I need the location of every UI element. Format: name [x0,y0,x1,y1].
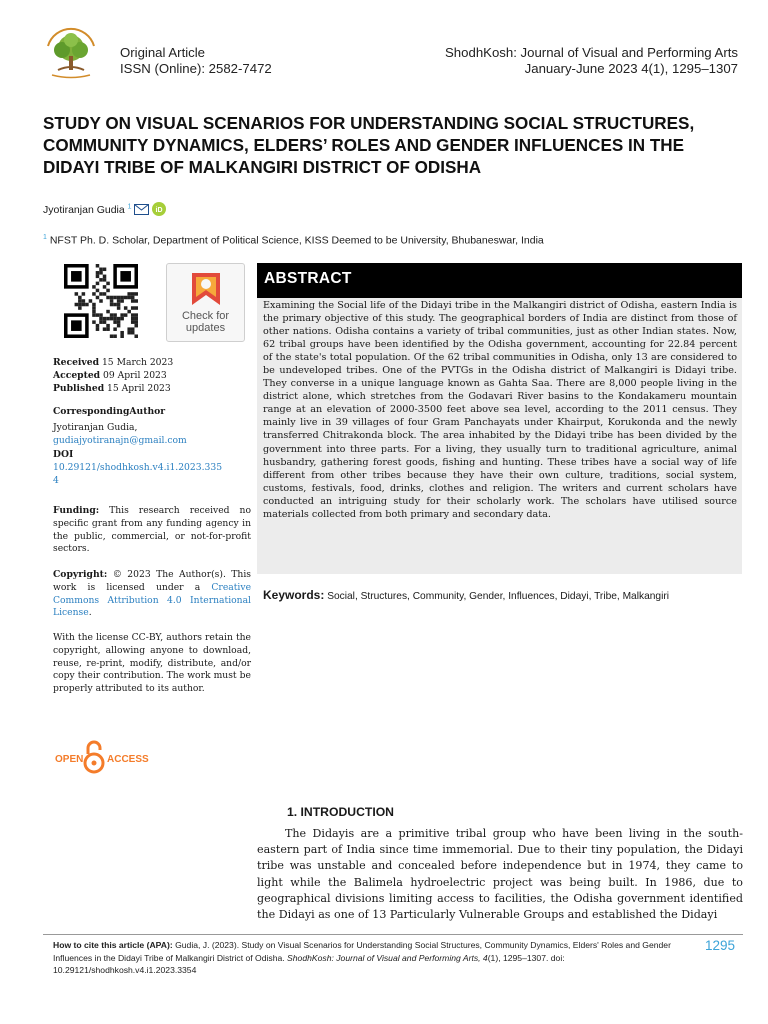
corresponding-name: Jyotiranjan Gudia, [53,421,138,433]
license-note: With the license CC-BY, authors retain the copyright, allowing anyone to download, reuse, re-print, modify, distribute, and/or copy their contribution. The work must be properly attributed to its author. [53,632,251,695]
open-access-logo [55,740,165,776]
affiliation-text: NFST Ph. D. Scholar, Department of Political Science, KISS Deemed to be University, Bhubaneswar, India [49,234,544,247]
keywords-text: Social, Structures, Community, Gender, Influences, Didayi, Tribe, Malkangiri [327,591,669,602]
corresponding-email[interactable]: gudiajyotiranajn@gmail.com [53,434,187,446]
updates-label: updates [185,322,226,334]
received-date: 15 March 2023 [101,357,174,368]
introduction-body [257,826,743,923]
open-access-lock-icon [83,740,105,774]
access-label: ACCESS [107,754,149,765]
header-left [120,45,272,77]
check-label: Check for [181,310,230,322]
abstract-heading: ABSTRACT [264,270,352,287]
header-right [445,45,738,77]
published-label: Published [53,382,105,394]
journal-issue: January-June 2023 4(1), 1295–1307 [524,61,738,76]
published-date: 15 April 2023 [107,382,171,394]
affiliation-sup: 1 [43,234,47,241]
citation-text: Gudia, J. (2023). Study on Visual Scenarios for Understanding Social Structures, Community Dynamics, Elders' Roles and Gender Influences in the Didayi Tribe of Malkangiri District of Odisha. [53,940,671,963]
keywords-label: Keywords: [263,588,325,602]
affiliation [43,234,544,247]
title-line: COMMUNITY DYNAMICS, ELDERS’ ROLES AND GENDER INFLUENCES IN THE [43,136,685,155]
keywords [263,588,693,604]
license-link[interactable]: Creative Commons Attribution 4.0 International License [53,581,252,619]
abstract-heading-bar [257,263,742,298]
introduction-paragraph: The Didayis are a primitive tribal group who have been living in the south-eastern part of India since time immemorial. Due to their tiny population, the Didayi tribe was unstable and concealed before independence but in 1974, they came to light while the Balimela hydroelectric project was being built. In 1986, due to geographical divisions limiting access to facilities, the Odisha government identified the Didayi as one of 13 Particularly Vulnerable Groups and established the Didayi [257,827,743,922]
citation-label: How to cite this article (APA): [53,940,173,950]
funding-block [53,505,251,556]
author-line [43,202,166,219]
doi-line-2: 4 [53,474,59,486]
copyright-text: © 2023 The Author(s). This work is licensed under a [53,569,251,593]
journal-logo [38,26,104,82]
funding-label: Funding: [53,505,100,516]
corresponding-block [53,406,251,488]
citation-tail: (1), 1295–1307. doi: 10.29121/shodhkosh.v4.i1.2023.3354 [53,952,565,975]
bookmark-icon [189,270,223,308]
abstract-text: Examining the Social life of the Didayi tribe in the Malkangiri district of Odisha, eastern India is the primary objective of this study. The geographical borders of India are distinct from those of other nations. Odisha contains a variety of tribal communities, just as other Indian states. Now, 62 tribal groups have been identified by the Odisha government, accounting for 22.84 percent of the state's total population. Of the 62 tribal communities in Odisha, only 13 are considered to be undeveloped tribes. One of the PVTGs in the Odisha district of Malkangiri is Didayi tribe. They converse in a unique language known as Gahta Saa. There are 8,000 people living in the district alone, which stretches from the Godavari River basins to the Kondakameru mountain range at an elevation of 2000-3500 feet above sea level, according to the 2011 census. They mainly live in 39 villages of four Gram Panchayats under Khairput, Korukonda and the newly transferred Chitrakonda block. The area inhabited by the Didayi tribe has been divided by the government into three parts. For a living, they usually turn to traditional agriculture, animal husbandry, gathering forest goods, fishing and hunting. These tribes have a social way of life different from other tribes because they have their own culture, traditions, social system, customs, festivals, food, drinks, clothes and religion. The writers and current scholars have conducted an intriguing study for their scholarly work. The scholars have utilised source materials collected from both primary and secondary data. [263,300,737,520]
author-sup: 1 [127,203,132,211]
journal-name: ShodhKosh: Journal of Visual and Performing Arts [445,45,738,60]
received-label: Received [53,357,100,368]
citation-journal: ShodhKosh: Journal of Visual and Performing Arts, 4 [287,952,488,963]
section-heading: 1. INTRODUCTION [287,805,394,819]
copyright-label: Copyright: [53,569,108,580]
check-for-updates-badge[interactable] [166,263,245,342]
title-line: STUDY ON VISUAL SCENARIOS FOR UNDERSTANDING SOCIAL STRUCTURES, [43,114,695,133]
citation-footer [53,939,693,977]
author-name[interactable]: Jyotiranjan Gudia [43,204,125,216]
qr-code[interactable] [64,264,138,338]
orcid-icon[interactable] [152,202,166,219]
funding-text: This research received no specific grant from any funding agency in the public, commercial, or not-for-profit sectors. [53,505,251,555]
page-number: 1295 [705,938,736,953]
accepted-date: 09 April 2023 [103,369,167,381]
copyright-end: . [88,607,92,619]
accepted-label: Accepted [53,369,101,381]
svg-text:iD: iD [155,207,163,214]
title-line: DIDAYI TRIBE OF MALKANGIRI DISTRICT OF ODISHA [43,158,482,177]
dates-block [53,357,251,395]
doi-link[interactable] [53,462,251,488]
doi-label: DOI [53,449,74,461]
doi-line-1: 10.29121/shodhkosh.v4.i1.2023.335 [53,462,223,474]
copyright-block [53,569,251,620]
open-label: OPEN [55,754,84,765]
email-icon[interactable] [134,204,149,218]
article-type: Original Article [120,45,206,60]
corresponding-label: CorrespondingAuthor [53,406,166,417]
article-title [43,113,723,179]
issn: ISSN (Online): 2582-7472 [120,61,272,76]
footer-rule [43,934,743,935]
